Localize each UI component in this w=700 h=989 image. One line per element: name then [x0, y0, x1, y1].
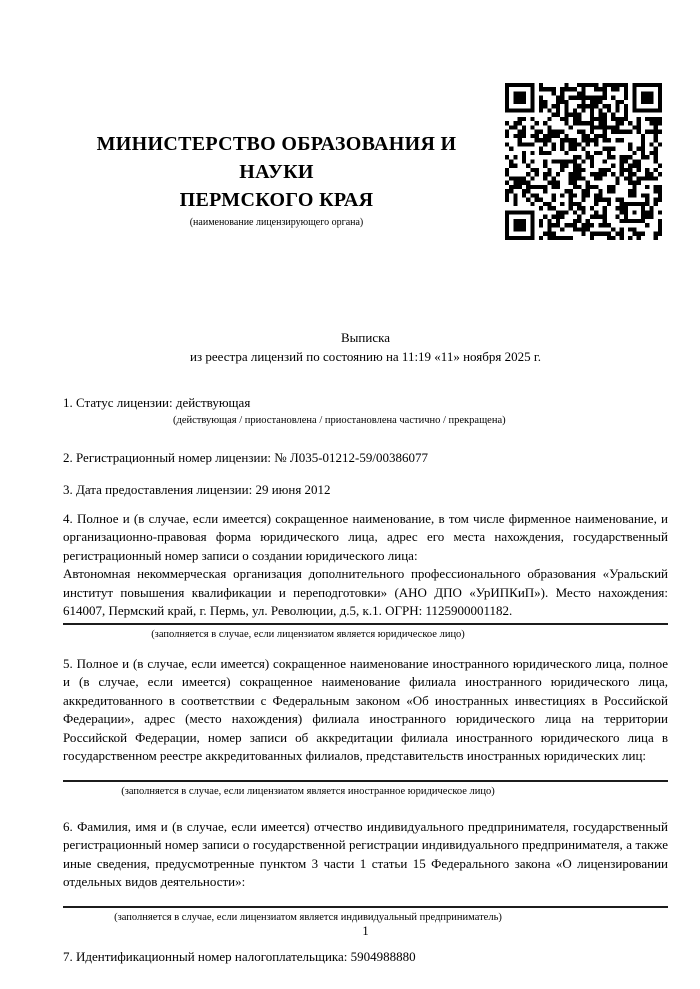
- legal-entity-question: 4. Полное и (в случае, если имеется) сокращенное наименование, в том числе фирменное наименование, и организационно-правовая форма юридического лица, адрес его места нахождения, государственный регистрационный номер записи о создании юридического лица:: [63, 510, 668, 563]
- document-subtitle: из реестра лицензий по состоянию на 11:19 «11» ноября 2025 г.: [190, 349, 541, 364]
- license-status-text: 1. Статус лицензии: действующая: [63, 395, 251, 410]
- fill-in-rule: [63, 780, 668, 782]
- license-reg-number-text: 2. Регистрационный номер лицензии: № Л035-01212-59/00386077: [63, 449, 429, 465]
- legal-entity-value: Автономная некоммерческая организация дополнительного профессионального образования «Уральский институт повышения квалификации и переподготовки» (АНО ДПО «УрИПКиП»). Место нахождения: 614007, Пермский край, г. Пермь, ул. Революции, д.5, к.1. ОГРН: 1125900001182.: [63, 566, 668, 618]
- entrepreneur-caption: (заполняется в случае, если лицензиатом является индивидуальный предприниматель): [114, 911, 502, 923]
- entrepreneur-question: 6. Фамилия, имя и (в случае, если имеется) отчество индивидуального предпринимателя, государственный регистрационный номер записи о государственной регистрации индивидуального предпринимателя, а также иные сведения, предусмотренные пунктом 3 части 1 статьи 15 Федерального закона «О лицензировании отдельных видов деятельности»:: [63, 818, 668, 889]
- document-title-block: [63, 328, 668, 366]
- license-grant-date-text: 3. Дата предоставления лицензии: 29 июня 2012: [63, 482, 331, 497]
- license-status-item: [63, 394, 668, 427]
- ministry-name-line2: ПЕРМСКОГО КРАЯ: [179, 189, 374, 211]
- ministry-header: [63, 130, 490, 230]
- foreign-entity-caption: (заполняется в случае, если лицензиатом является иностранное юридическое лицо): [121, 785, 495, 797]
- empty-value-line: [63, 766, 668, 778]
- license-grant-date-item: [63, 481, 668, 500]
- document-title: Выписка: [341, 330, 390, 345]
- taxpayer-id-text: 7. Идентификационный номер налогоплательщика: 5904988880: [63, 948, 416, 964]
- foreign-entity-item: [63, 655, 668, 798]
- license-status-options-caption: (действующая / приостановлена / приостановлена частично / прекращена): [173, 414, 506, 426]
- foreign-entity-question: 5. Полное и (в случае, если имеется) сокращенное наименование иностранного юридического лица, полное и (в случае, если имеется) сокращенное наименование филиала иностранного юридического лица, аккредитованного в соответствии с Федеральным законом «Об иностранных инвестициях в Российской Федерации», адрес (место нахождения) филиала иностранного юридического лица на территории Российской Федерации, номер записи об аккредитации филиала иностранного юридического лица в государственном реестре аккредитованных филиалов, представительств иностранных юридических лиц:: [63, 655, 668, 763]
- entrepreneur-item: [63, 818, 668, 924]
- page-number: 1: [362, 924, 369, 938]
- legal-entity-item: [63, 510, 668, 641]
- fill-in-rule: [63, 906, 668, 908]
- empty-value-line: [63, 892, 668, 904]
- license-reg-number-item: [63, 449, 668, 468]
- legal-entity-caption: (заполняется в случае, если лицензиатом является юридическое лицо): [151, 628, 465, 640]
- fill-in-rule: [63, 623, 668, 625]
- ministry-name-line1: МИНИСТЕРСТВО ОБРАЗОВАНИЯ И НАУКИ: [96, 133, 457, 183]
- licensing-authority-caption: (наименование лицензирующего органа): [189, 217, 364, 228]
- document-content: [63, 0, 668, 966]
- taxpayer-id-item: [63, 948, 668, 967]
